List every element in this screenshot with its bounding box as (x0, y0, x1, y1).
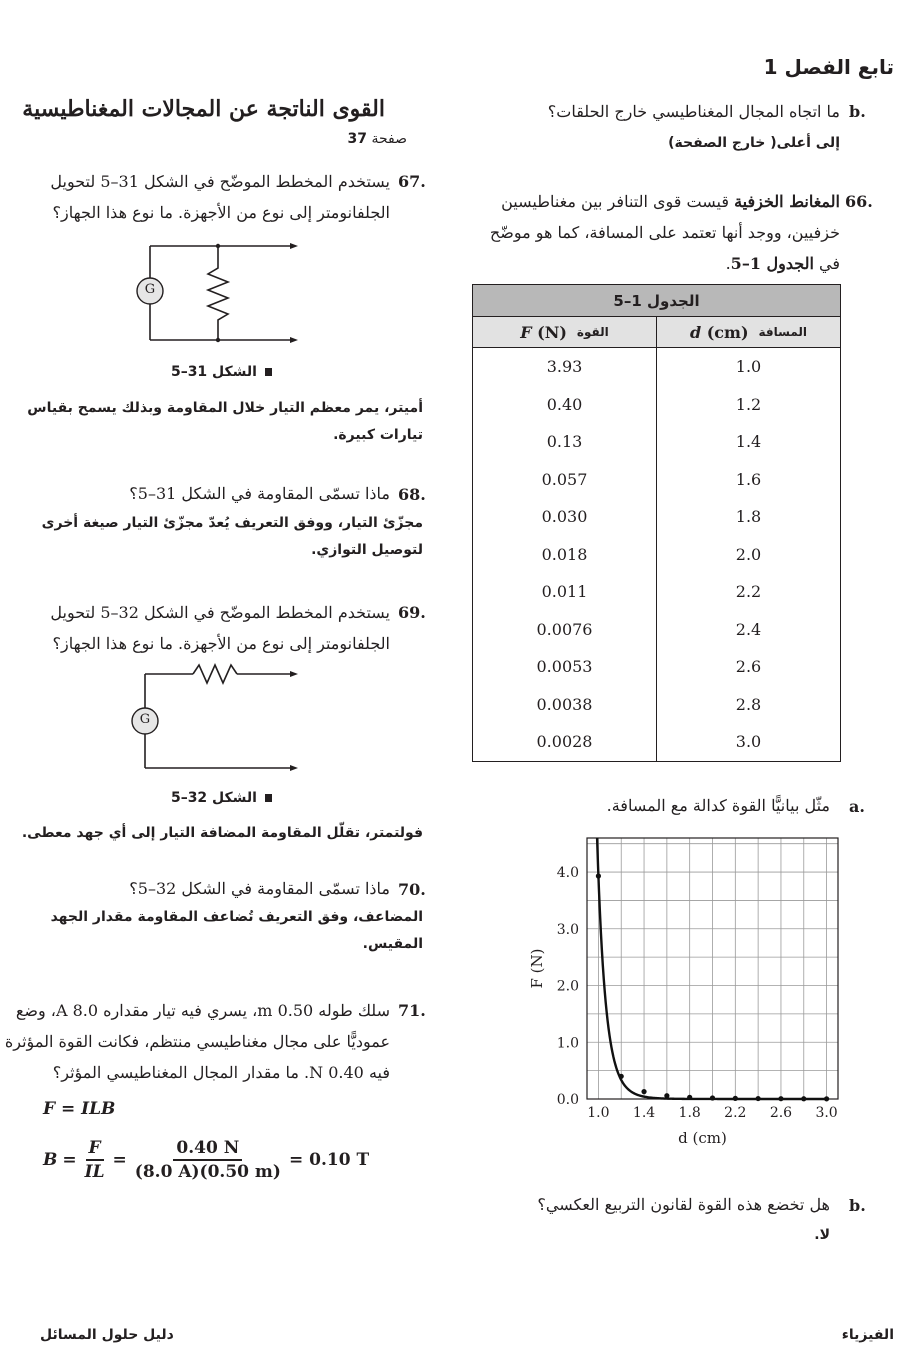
q67-text (0, 166, 390, 228)
qa-text: مثّل بيانيًّا القوة كدالة مع المسافة. (606, 796, 830, 815)
q70-text: ماذا تسمّى المقاومة في الشكل 32–5؟ (129, 879, 390, 898)
col-f-unit: (N) (537, 322, 567, 342)
cell-distance: 1.0 (657, 348, 841, 386)
cell-force: 0.40 (473, 386, 657, 424)
column-header-distance (657, 317, 841, 348)
cell-force: 0.018 (473, 536, 657, 574)
cell-force: 0.011 (473, 573, 657, 611)
eq-frac1-num: F (86, 1138, 104, 1161)
q70-answer-line1: المضاعف، وفق التعريف تُضاعف المقاومة مقدار الجهد (50, 909, 423, 925)
qb-text: هل تخضع هذه القوة لقانون التربيع العكسي؟ (537, 1195, 830, 1214)
eq-lhs: B (43, 1150, 58, 1170)
table-row (473, 348, 841, 386)
col-d-label-ar: المسافة (758, 325, 808, 339)
q71-text (0, 995, 390, 1088)
caption-bullet (265, 368, 272, 376)
chart-data-point (619, 1074, 624, 1079)
eq-frac2-den: (8.0 A)(0.50 m) (134, 1162, 281, 1182)
chart-x-tick-label: 2.6 (769, 1105, 793, 1121)
chart-x-tick-label: 3.0 (815, 1105, 838, 1121)
cell-distance: 2.2 (657, 573, 841, 611)
table-row (473, 611, 841, 649)
figure-32-5-circuit (125, 662, 305, 777)
table-row (473, 461, 841, 499)
page-ref-label: صفحة (371, 131, 407, 147)
eq-frac2-num: 0.40 N (173, 1138, 242, 1161)
q68-text: ماذا تسمّى المقاومة في الشكل 31–5؟ (129, 484, 390, 503)
cell-distance: 1.2 (657, 386, 841, 424)
chapter-number: 1 (763, 55, 778, 79)
fig32-resistor (193, 665, 237, 683)
chart-y-tick-label: 0.0 (556, 1092, 579, 1108)
qa-number: a. (849, 797, 865, 816)
table-row (473, 573, 841, 611)
fig31-arrow-top (290, 243, 298, 249)
chart-fit-curve (597, 838, 827, 1099)
q66-line3-pre: في (819, 254, 840, 273)
col-f-label-ar: القوة (576, 325, 609, 339)
equation-field (43, 1138, 369, 1182)
fig32-arrow-bottom (290, 765, 298, 771)
qb-number: b. (849, 1196, 866, 1215)
q68-answer (0, 510, 423, 564)
chart-data-point (664, 1093, 669, 1098)
table-title: الجدول 1–5 (473, 285, 841, 317)
chart-data-point (710, 1095, 715, 1100)
footer-left: دليل حلول المسائل (40, 1327, 174, 1343)
q70-answer (0, 904, 423, 958)
q66-bold-lead: المغانط الخزفية (734, 192, 840, 211)
q68-answer-line2: لتوصيل التوازي. (311, 542, 423, 558)
q66-text (460, 186, 840, 279)
cell-distance: 3.0 (657, 723, 841, 761)
cell-force: 0.0028 (473, 723, 657, 761)
q71-line3: فيه 0.40 N. ما مقدار المجال المغناطيسي المؤثر؟ (52, 1063, 390, 1082)
qb-prev-number: b. (849, 102, 866, 121)
q69-answer-line1: فولتمتر، تقلّل المقاومة المضافة التيار إلى أي جهد معطى. (21, 825, 423, 841)
chapter-header (764, 55, 894, 79)
chart-data-point (641, 1089, 646, 1094)
cell-distance: 1.8 (657, 498, 841, 536)
chart-x-tick-label: 1.0 (587, 1105, 610, 1121)
chart-data-point (687, 1095, 692, 1100)
cell-distance: 1.4 (657, 423, 841, 461)
q71-line1: سلك طوله 0.50 m، يسري فيه تيار مقداره 8.0 A، وضع (15, 1001, 390, 1020)
chart-x-tick-label: 1.4 (632, 1105, 656, 1121)
eq-equals: = (62, 1150, 77, 1170)
chart-y-tick-label: 1.0 (556, 1035, 579, 1052)
chapter-label: تابع الفصل (784, 55, 894, 79)
fig31-arrow-bottom (290, 337, 298, 343)
cell-distance: 2.6 (657, 648, 841, 686)
eq-equals-2: = (112, 1150, 127, 1170)
fig31-caption-text: الشكل 31–5 (170, 364, 257, 380)
chart-data-point (756, 1096, 761, 1101)
q69-line2: الجلفانومتر إلى نوع من الأجهزة. ما نوع هذا الجهاز؟ (52, 634, 390, 653)
cell-force: 0.057 (473, 461, 657, 499)
caption-bullet (265, 794, 272, 802)
q70-answer-line2: المقيس. (362, 936, 423, 952)
fig32-caption-text: الشكل 32–5 (170, 790, 257, 806)
eq-fraction-symbolic (82, 1138, 108, 1182)
chart-y-axis-label: F (N) (528, 948, 546, 989)
q67-line2: الجلفانومتر إلى نوع من الأجهزة. ما نوع هذا الجهاز؟ (52, 203, 390, 222)
table-row (473, 686, 841, 724)
page-ref-number: 37 (347, 131, 368, 147)
figure-31-5-caption (171, 364, 272, 380)
chart-x-tick-label: 2.2 (724, 1105, 747, 1121)
fig32-arrow-top (290, 671, 298, 677)
section-title: القوى الناتجة عن المجالات المغناطيسية (22, 96, 385, 122)
equation-force (43, 1099, 115, 1119)
equation-force-text: F = ILB (43, 1099, 116, 1119)
figure-31-5-circuit (130, 238, 310, 348)
table-row (473, 723, 841, 761)
q69-number: 69. (398, 603, 426, 622)
q70-number: 70. (398, 880, 426, 899)
cell-force: 0.0076 (473, 611, 657, 649)
q69-answer (0, 820, 423, 847)
eq-rhs: = 0.10 T (288, 1150, 370, 1170)
col-d-symbol: d (689, 322, 702, 342)
chart-x-axis-label: d (cm) (678, 1129, 727, 1147)
q68-number: 68. (398, 485, 426, 504)
eq-frac1-den: IL (84, 1162, 105, 1182)
table-row (473, 386, 841, 424)
page-reference (348, 131, 407, 147)
q67-answer (0, 395, 423, 449)
cell-force: 0.0038 (473, 686, 657, 724)
q66-line1-rest: قيست قوى التنافر بين مغناطيسين (501, 192, 729, 211)
q71-line2: عموديًّا على مجال مغناطيسي منتظم، فكانت القوة المؤثرة (4, 1032, 390, 1051)
q66-line3-end: . (725, 254, 731, 273)
table-row (473, 498, 841, 536)
table-row (473, 423, 841, 461)
col-d-unit: (cm) (706, 322, 749, 342)
col-f-symbol: F (520, 322, 532, 342)
cell-force: 0.13 (473, 423, 657, 461)
q69-text (0, 597, 390, 659)
table-1-5 (472, 284, 841, 762)
qb-prev-text: ما اتجاه المجال المغناطيسي خارج الحلقات؟ (547, 102, 840, 121)
qb-answer: لا. (814, 1227, 830, 1243)
q66-table-ref: الجدول 1–5 (730, 254, 814, 273)
q69-line1: يستخدم المخطط الموضّح في الشكل 32–5 لتحويل (50, 603, 390, 622)
q68-answer-line1: مجزّئ التيار، ووفق التعريف يُعدّ مجزّئ التيار صيغة أخرى (41, 515, 423, 531)
chart-x-tick-label: 1.8 (678, 1105, 701, 1121)
q67-line1: يستخدم المخطط الموضّح في الشكل 31–5 لتحويل (50, 172, 390, 191)
cell-distance: 2.4 (657, 611, 841, 649)
chart-data-point (824, 1096, 829, 1101)
q67-number: 67. (398, 172, 426, 191)
chart-data-point (596, 873, 601, 878)
cell-force: 0.0053 (473, 648, 657, 686)
force-distance-chart (520, 825, 850, 1155)
table-row (473, 536, 841, 574)
column-header-force (473, 317, 657, 348)
cell-distance: 1.6 (657, 461, 841, 499)
chart-data-point (733, 1096, 738, 1101)
fig31-meter-label: G (144, 282, 156, 297)
cell-distance: 2.0 (657, 536, 841, 574)
cell-force: 0.030 (473, 498, 657, 536)
chart-data-point (778, 1096, 783, 1101)
figure-32-5-caption (171, 790, 272, 806)
cell-force: 3.93 (473, 348, 657, 386)
chart-y-tick-label: 2.0 (556, 978, 579, 995)
chart-y-tick-label: 3.0 (556, 921, 579, 938)
chart-y-tick-label: 4.0 (556, 865, 579, 882)
eq-fraction-numeric (132, 1138, 284, 1182)
cell-distance: 2.8 (657, 686, 841, 724)
chart-data-point (801, 1096, 806, 1101)
fig32-meter-label: G (139, 712, 151, 727)
table-row (473, 648, 841, 686)
footer-right: الفيزياء (841, 1327, 894, 1343)
q67-answer-line2: تيارات كبيرة. (333, 427, 423, 443)
q66-number: 66. (845, 192, 873, 211)
q67-answer-line1: أميتر، يمر معظم التيار خلال المقاومة وبذلك يسمح بقياس (27, 400, 423, 416)
q66-line2: خزفيين، ووجد أنها تعتمد على المسافة، كما هو موضّح (489, 223, 840, 242)
q71-number: 71. (398, 1001, 426, 1020)
fig31-resistor (208, 246, 228, 340)
qb-prev-answer: إلى أعلى( خارج الصفحة) (668, 135, 840, 151)
